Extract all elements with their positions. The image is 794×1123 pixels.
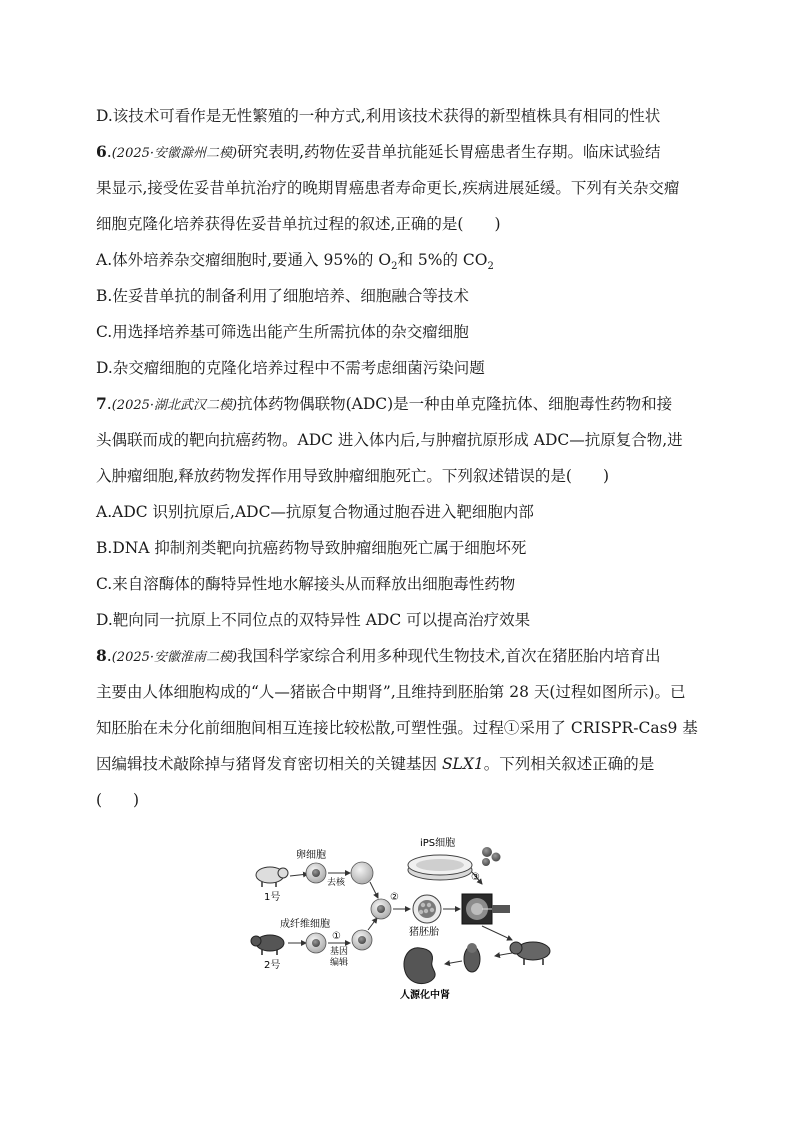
q6-option-c: C.用选择培养基可筛选出能产生所需抗体的杂交瘤细胞 <box>96 323 469 341</box>
q8-text-1: 我国科学家综合利用多种现代生物技术,首次在猪胚胎内培育出 <box>237 647 661 665</box>
q6-text-1: 研究表明,药物佐妥昔单抗能延长胃癌患者生存期。临床试验结 <box>237 143 661 161</box>
step-3-label: ③ <box>471 872 480 883</box>
option-d-previous: D.该技术可看作是无性繁殖的一种方式,利用该技术获得的新型植株具有相同的性状 <box>96 107 661 125</box>
egg-cell-label: 卵细胞 <box>296 850 326 861</box>
q7-source: (2025·湖北武汉二模) <box>111 398 238 413</box>
surrogate-pig-icon <box>510 942 550 965</box>
q6-stem-line-3: 细胞克隆化培养获得佐妥昔单抗过程的叙述,正确的是( ) <box>96 215 501 233</box>
q7-stem-line-2: 头偶联而成的靶向抗癌药物。ADC 进入体内后,与肿瘤抗原形成 ADC—抗原复合物,进 <box>96 431 683 449</box>
gene-edit-label-1: 基因 <box>330 947 349 957</box>
q7-stem-line-3: 入肿瘤细胞,释放药物发挥作用导致肿瘤细胞死亡。下列叙述错误的是( ) <box>96 467 610 485</box>
co2-subscript: 2 <box>487 261 494 273</box>
q6-option-a-text-2: 和 5%的 CO <box>397 251 488 269</box>
injection-icon <box>462 894 510 924</box>
pig-2-icon <box>251 935 284 955</box>
reconstructed-nucleus <box>377 905 385 913</box>
q8-answer-paren: ( ) <box>96 791 140 809</box>
q7-number: 7 <box>96 394 107 413</box>
q7-option-a: A.ADC 识别抗原后,ADC—抗原复合物通过胞吞进入靶细胞内部 <box>96 503 534 521</box>
humanized-kidney-label: 人源化中肾 <box>400 990 450 1001</box>
egg-nucleus <box>312 869 320 877</box>
pig-embryo-label: 猪胚胎 <box>409 927 439 938</box>
q8-text-4a: 因编辑技术敲除掉与猪肾发育密切相关的关键基因 <box>96 755 442 773</box>
enucleated-egg <box>351 862 373 884</box>
kidney-icon <box>404 948 435 984</box>
enucleate-label: 去核 <box>327 878 346 888</box>
fetus-icon <box>464 943 480 972</box>
q6-number: 6 <box>96 142 107 161</box>
petri-dish-icon <box>408 855 472 880</box>
q8-stem-line-2: 主要由人体细胞构成的“人—猪嵌合中期肾”,且维持到胚胎第 28 天(过程如图所示)。已 <box>96 683 686 701</box>
fibroblast-label: 成纤维细胞 <box>280 919 330 930</box>
q8-stem-line-4 <box>96 754 654 774</box>
q8-stem-line-3: 知胚胎在未分化前细胞间相互连接比较松散,可塑性强。过程①采用了 CRISPR-Cas9 基 <box>96 719 698 737</box>
ips-cell-label: iPS细胞 <box>420 838 456 849</box>
process-diagram <box>250 828 560 1003</box>
q6-stem-line-1: 6.(2025·安徽滁州二模)研究表明,药物佐妥昔单抗能延长胃癌患者生存期。临床试验结 <box>96 142 661 161</box>
q6-source: (2025·安徽滁州二模) <box>111 146 238 161</box>
fibroblast-nucleus <box>312 939 320 947</box>
gene-edit-label-2: 编辑 <box>330 958 349 968</box>
q6-option-a <box>96 250 494 273</box>
q8-text-4b: 。下列相关叙述正确的是 <box>483 755 655 773</box>
q7-stem-line-1: 7.(2025·湖北武汉二模)抗体药物偶联物(ADC)是一种由单克隆抗体、细胞毒性药物和接 <box>96 394 673 413</box>
q6-option-a-text-1: A.体外培养杂交瘤细胞时,要通入 95%的 O <box>96 251 392 269</box>
q8-stem-line-1: 8.(2025·安徽淮南二模)我国科学家综合利用多种现代生物技术,首次在猪胚胎内培育出 <box>96 646 661 665</box>
gene-name-slx1: SLX1 <box>441 755 484 773</box>
step-2-label: ② <box>390 892 399 903</box>
pig-embryo-icon <box>413 895 441 923</box>
o2-subscript: 2 <box>391 261 398 273</box>
pig-1-label: 1号 <box>264 892 281 903</box>
q8-number: 8 <box>96 646 107 665</box>
q6-stem-line-2: 果显示,接受佐妥昔单抗治疗的晚期胃癌患者寿命更长,疾病进展延缓。下列有关杂交瘤 <box>96 179 680 197</box>
edited-nucleus <box>358 936 366 944</box>
step-1-label: ① <box>332 931 341 942</box>
q6-option-d: D.杂交瘤细胞的克隆化培养过程中不需考虑细菌污染问题 <box>96 359 485 377</box>
q6-option-b: B.佐妥昔单抗的制备利用了细胞培养、细胞融合等技术 <box>96 287 469 305</box>
pig-1-icon <box>256 867 288 887</box>
ips-cells-icon <box>482 847 501 866</box>
q7-option-c: C.来自溶酶体的酶特异性地水解接头从而释放出细胞毒性药物 <box>96 575 516 593</box>
q8-source: (2025·安徽淮南二模) <box>111 650 238 665</box>
q7-option-d: D.靶向同一抗原上不同位点的双特异性 ADC 可以提高治疗效果 <box>96 611 531 629</box>
pig-2-label: 2号 <box>264 960 281 971</box>
q7-option-b: B.DNA 抑制剂类靶向抗癌药物导致肿瘤细胞死亡属于细胞坏死 <box>96 539 527 557</box>
q7-text-1: 抗体药物偶联物(ADC)是一种由单克隆抗体、细胞毒性药物和接 <box>237 395 673 413</box>
